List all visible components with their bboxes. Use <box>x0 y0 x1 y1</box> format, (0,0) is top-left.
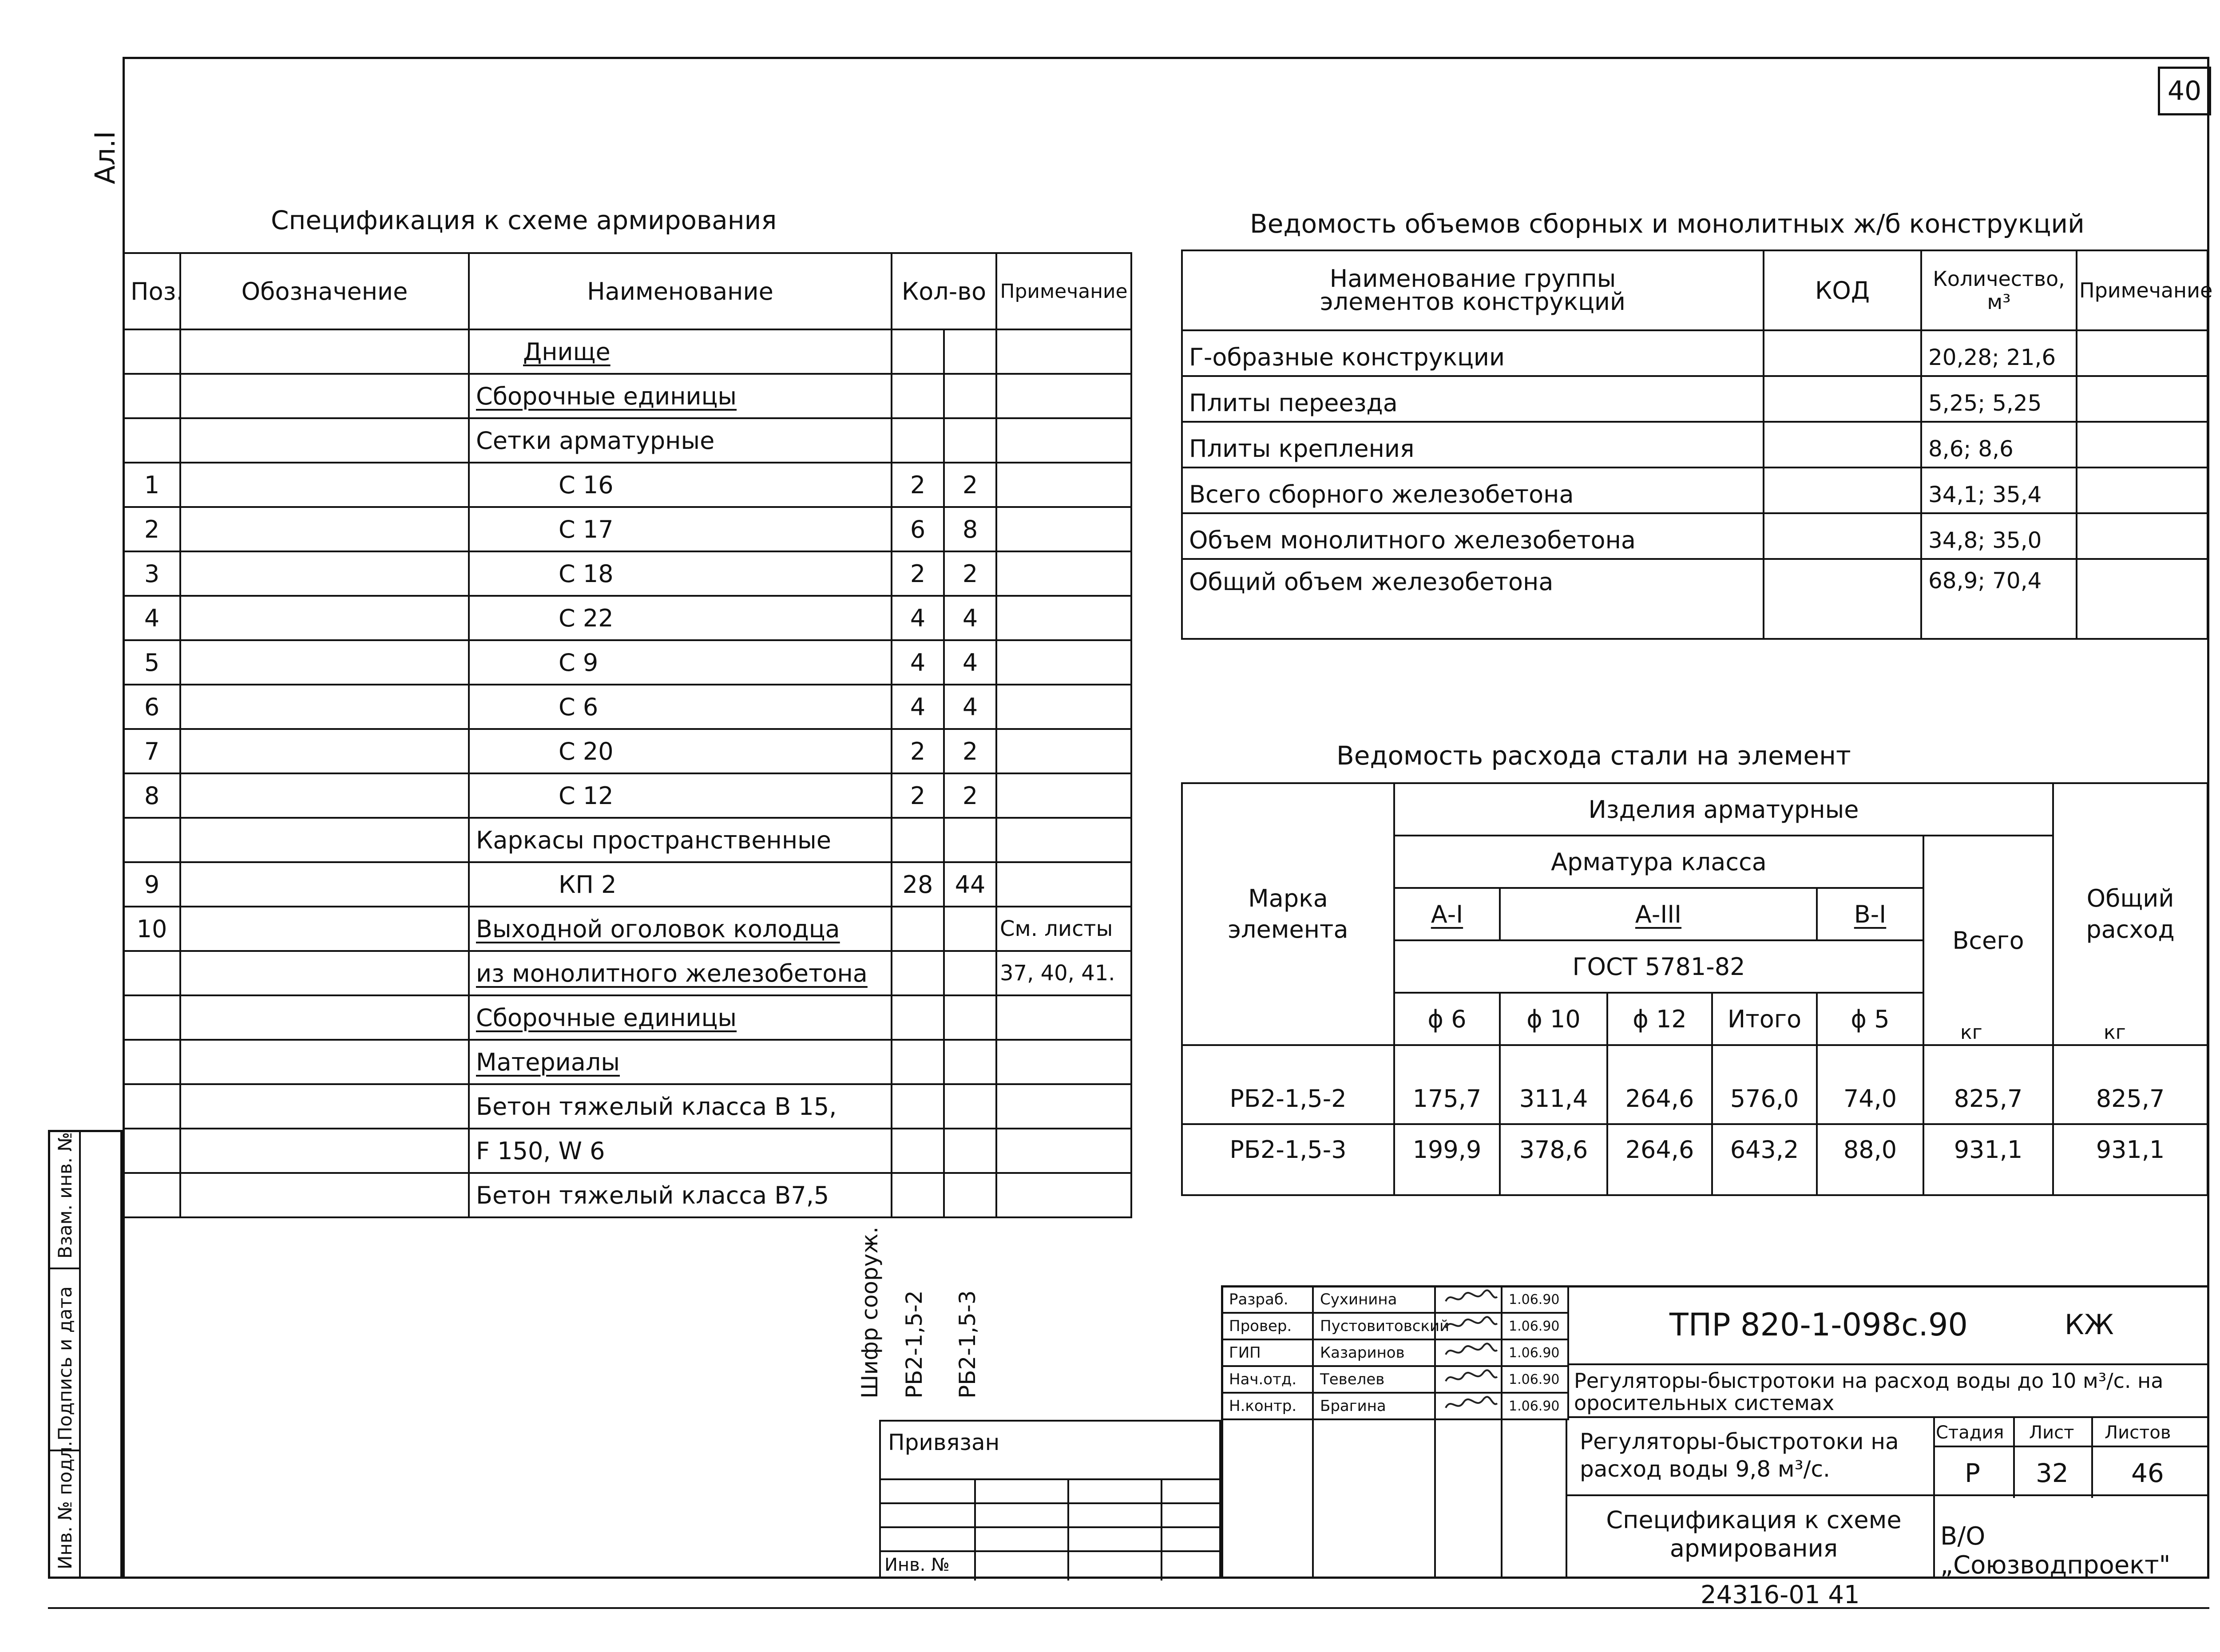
spec-qty-2 <box>944 818 996 862</box>
spec-qty-2: 2 <box>944 729 996 773</box>
spec-name: КП 2 <box>559 870 617 899</box>
sheets-value: 46 <box>2131 1458 2164 1488</box>
spec-name-cell <box>469 463 892 507</box>
volumes-code <box>1764 467 1921 513</box>
spec-row <box>123 818 1131 862</box>
steel-header-overall-label: Общий расход <box>2086 884 2175 943</box>
steel-unit-total: кг <box>1960 1021 1982 1044</box>
spec-name-cell <box>469 418 892 463</box>
steel-header-b1: В-I <box>1817 888 1923 940</box>
volumes-note <box>2077 422 2208 467</box>
corner-label: Ал.I <box>89 131 121 184</box>
spec-designation <box>180 907 469 951</box>
spec-qty-2 <box>944 951 996 995</box>
spec-name-cell <box>469 685 892 729</box>
stamp-date: 1.06.90 <box>1502 1366 1568 1393</box>
spec-name: Днище <box>523 337 610 366</box>
spec-row <box>123 640 1131 685</box>
steel-header-d10: ϕ 10 <box>1500 993 1607 1045</box>
spec-pos <box>123 995 180 1040</box>
spec-name: из монолитного железобетона <box>476 959 868 987</box>
steel-header-gost: ГОСТ 5781-82 <box>1394 940 1923 993</box>
spec-note <box>996 329 1131 374</box>
stamp-name: Брагина <box>1313 1393 1435 1419</box>
spec-note <box>996 729 1131 773</box>
volumes-header-group: Наименование группы элементов конструкций <box>1182 250 1764 330</box>
stamp-name: Пустовитовский <box>1313 1313 1435 1339</box>
volumes-row <box>1182 376 2208 422</box>
spec-name: Сборочные единицы <box>476 1003 737 1032</box>
steel-overall: 931,1 <box>2053 1124 2208 1195</box>
spec-name-cell <box>469 995 892 1040</box>
spec-designation <box>180 1173 469 1217</box>
volumes-name: Всего сборного железобетона <box>1182 467 1764 513</box>
spec-qty-1 <box>892 1040 944 1084</box>
spec-name-cell <box>469 596 892 640</box>
steel-row <box>1182 1124 2208 1195</box>
doc-mark: КЖ <box>2065 1308 2114 1341</box>
spec-name-cell <box>469 551 892 596</box>
spec-header-designation: Обозначение <box>180 253 469 329</box>
stamp-signature <box>1435 1393 1502 1419</box>
steel-title: Ведомость расхода стали на элемент <box>1336 741 1851 771</box>
spec-note: См. листы <box>996 907 1131 951</box>
spec-header-qty: Кол-во <box>892 253 996 329</box>
footer-rule <box>48 1607 2209 1609</box>
spec-name-cell <box>469 374 892 418</box>
cipher-label: Шифр сооруж. <box>857 1226 883 1398</box>
spec-header-pos: Поз. <box>123 253 180 329</box>
spec-name: Бетон тяжелый класса В 15, <box>476 1092 837 1121</box>
spec-designation <box>180 1040 469 1084</box>
project-title: Регуляторы-быстротоки на расход воды до 10 м³/с. на оросительных системах <box>1574 1369 2164 1415</box>
stamp-name: Тевелев <box>1313 1366 1435 1393</box>
steel-mark: РБ2-1,5-2 <box>1182 1045 1394 1124</box>
spec-name: С 9 <box>559 648 599 677</box>
steel-header-a3: А-III <box>1500 888 1817 940</box>
spec-row <box>123 418 1131 463</box>
spec-note <box>996 1084 1131 1129</box>
volumes-code <box>1764 559 1921 639</box>
spec-qty-2: 8 <box>944 507 996 551</box>
volumes-row <box>1182 467 2208 513</box>
sheet-title: Спецификация к схеме армирования <box>1606 1506 1902 1562</box>
volumes-name: Плиты переезда <box>1182 376 1764 422</box>
spec-row <box>123 507 1131 551</box>
spec-qty-1: 4 <box>892 685 944 729</box>
steel-total: 931,1 <box>1923 1124 2053 1195</box>
spec-name: С 6 <box>559 693 599 721</box>
steel-sub: 643,2 <box>1712 1124 1817 1195</box>
spec-name: Материалы <box>476 1048 620 1076</box>
stamp-role: Нач.отд. <box>1222 1366 1313 1393</box>
spec-qty-1: 2 <box>892 463 944 507</box>
spec-name: F 150, W 6 <box>476 1137 605 1165</box>
steel-header-total-sub: Итого <box>1712 993 1817 1045</box>
spec-qty-1 <box>892 374 944 418</box>
spec-qty-1 <box>892 1173 944 1217</box>
volumes-row <box>1182 559 2208 639</box>
spec-note <box>996 374 1131 418</box>
steel-header-a1: А-I <box>1394 888 1500 940</box>
spec-qty-1 <box>892 907 944 951</box>
spec-row <box>123 1040 1131 1084</box>
spec-name: Сетки арматурные <box>476 426 715 455</box>
spec-name: Сборочные единицы <box>476 382 737 410</box>
binding-stamp <box>879 1420 1221 1579</box>
spec-name-cell <box>469 818 892 862</box>
spec-pos: 2 <box>123 507 180 551</box>
steel-row <box>1182 1045 2208 1124</box>
spec-pos <box>123 1040 180 1084</box>
spec-qty-2 <box>944 907 996 951</box>
volumes-qty: 5,25; 5,25 <box>1921 376 2077 422</box>
spec-pos: 5 <box>123 640 180 685</box>
stamp-date: 1.06.90 <box>1502 1313 1568 1339</box>
spec-qty-1 <box>892 951 944 995</box>
spec-qty-2: 4 <box>944 596 996 640</box>
spec-row <box>123 907 1131 951</box>
spec-row <box>123 773 1131 818</box>
volumes-row <box>1182 330 2208 376</box>
stamp-empty-grid <box>1221 1418 1567 1579</box>
binding-label: Привязан <box>888 1430 1000 1455</box>
spec-qty-2 <box>944 418 996 463</box>
spec-pos <box>123 951 180 995</box>
spec-qty-2 <box>944 329 996 374</box>
volumes-qty: 34,1; 35,4 <box>1921 467 2077 513</box>
spec-designation <box>180 551 469 596</box>
spec-name: С 16 <box>559 471 614 499</box>
spec-qty-2: 2 <box>944 463 996 507</box>
spec-designation <box>180 685 469 729</box>
spec-qty-1: 2 <box>892 551 944 596</box>
volumes-table <box>1181 250 2213 640</box>
volumes-header-qty: Количество, м³ <box>1921 250 2077 330</box>
cipher-col-2: РБ2-1,5-3 <box>955 1290 980 1398</box>
spec-table <box>123 252 1132 1218</box>
stage-value: Р <box>1965 1458 1980 1488</box>
stamp-role: Провер. <box>1222 1313 1313 1339</box>
spec-name: С 20 <box>559 737 614 765</box>
spec-note <box>996 1040 1131 1084</box>
page-number-box <box>2158 67 2211 115</box>
spec-note <box>996 818 1131 862</box>
spec-qty-1: 28 <box>892 862 944 907</box>
spec-row <box>123 729 1131 773</box>
spec-pos: 7 <box>123 729 180 773</box>
spec-header-note: Примечание <box>996 253 1131 329</box>
steel-d6: 199,9 <box>1394 1124 1500 1195</box>
spec-note: 37, 40, 41. <box>996 951 1131 995</box>
spec-name-cell <box>469 1084 892 1129</box>
steel-header-mark: Марка элемента <box>1182 783 1394 1045</box>
spec-note <box>996 640 1131 685</box>
spec-note <box>996 418 1131 463</box>
spec-name-cell <box>469 329 892 374</box>
spec-qty-1: 2 <box>892 773 944 818</box>
spec-qty-1: 4 <box>892 640 944 685</box>
volumes-row <box>1182 513 2208 559</box>
stamp-signature <box>1435 1339 1502 1366</box>
steel-header-overall <box>2053 783 2208 1045</box>
spec-row <box>123 551 1131 596</box>
steel-total: 825,7 <box>1923 1045 2053 1124</box>
spec-name-cell <box>469 1173 892 1217</box>
spec-designation <box>180 507 469 551</box>
spec-designation <box>180 640 469 685</box>
volumes-header-code: КОД <box>1764 250 1921 330</box>
spec-designation <box>180 374 469 418</box>
stamp-role: Разраб. <box>1222 1286 1313 1313</box>
spec-header-name: Наименование <box>469 253 892 329</box>
steel-d5: 88,0 <box>1817 1124 1923 1195</box>
spec-row <box>123 862 1131 907</box>
volumes-note <box>2077 376 2208 422</box>
spec-name-cell <box>469 1040 892 1084</box>
volumes-qty: 20,28; 21,6 <box>1921 330 2077 376</box>
spec-designation <box>180 329 469 374</box>
spec-qty-2: 2 <box>944 551 996 596</box>
spec-note <box>996 685 1131 729</box>
cipher-col-1: РБ2-1,5-2 <box>901 1290 927 1398</box>
spec-qty-2: 2 <box>944 773 996 818</box>
spec-qty-1: 4 <box>892 596 944 640</box>
page-number: 40 <box>2167 75 2202 107</box>
sheet-value: 32 <box>2036 1458 2069 1488</box>
spec-name-cell <box>469 729 892 773</box>
steel-mark: РБ2-1,5-3 <box>1182 1124 1394 1195</box>
steel-unit-overall: кг <box>2104 1021 2126 1044</box>
spec-note <box>996 507 1131 551</box>
volumes-name: Общий объем железобетона <box>1182 559 1764 639</box>
steel-sub: 576,0 <box>1712 1045 1817 1124</box>
spec-qty-1 <box>892 995 944 1040</box>
spec-designation <box>180 418 469 463</box>
spec-qty-1: 6 <box>892 507 944 551</box>
spec-qty-1 <box>892 418 944 463</box>
stamp-role: Н.контр. <box>1222 1393 1313 1419</box>
spec-designation <box>180 1084 469 1129</box>
volumes-note <box>2077 467 2208 513</box>
spec-name: Каркасы пространственные <box>476 826 832 854</box>
spec-qty-1 <box>892 818 944 862</box>
steel-header-d6: ϕ 6 <box>1394 993 1500 1045</box>
spec-row <box>123 596 1131 640</box>
steel-d5: 74,0 <box>1817 1045 1923 1124</box>
spec-pos <box>123 1129 180 1173</box>
spec-designation <box>180 463 469 507</box>
spec-name-cell <box>469 907 892 951</box>
spec-pos: 6 <box>123 685 180 729</box>
volumes-header-note: Примечание <box>2077 250 2208 330</box>
volumes-qty: 34,8; 35,0 <box>1921 513 2077 559</box>
stamp-person-row <box>1222 1393 1568 1419</box>
spec-qty-1 <box>892 1084 944 1129</box>
volumes-code <box>1764 376 1921 422</box>
spec-designation <box>180 1129 469 1173</box>
spec-name: Выходной оголовок колодца <box>476 915 840 943</box>
volumes-code <box>1764 422 1921 467</box>
volumes-code <box>1764 330 1921 376</box>
spec-name: С 12 <box>559 781 614 810</box>
stamp-people-table <box>1221 1285 1569 1420</box>
spec-pos: 3 <box>123 551 180 596</box>
side-label-inv-orig: Инв. № подл. <box>54 1441 76 1569</box>
spec-note <box>996 1129 1131 1173</box>
stamp-name: Сухинина <box>1313 1286 1435 1313</box>
spec-pos: 9 <box>123 862 180 907</box>
spec-title: Спецификация к схеме армирования <box>271 205 777 235</box>
volumes-code <box>1764 513 1921 559</box>
sheets-label: Листов <box>2105 1422 2171 1443</box>
spec-designation <box>180 729 469 773</box>
spec-row <box>123 463 1131 507</box>
spec-pos: 4 <box>123 596 180 640</box>
spec-name-cell <box>469 862 892 907</box>
object-title: Регуляторы-быстротоки на расход воды 9,8 м³/с. <box>1580 1429 1899 1482</box>
stamp-date: 1.06.90 <box>1502 1339 1568 1366</box>
spec-note <box>996 1173 1131 1217</box>
spec-row <box>123 995 1131 1040</box>
volumes-row <box>1182 422 2208 467</box>
spec-designation <box>180 596 469 640</box>
volumes-note <box>2077 559 2208 639</box>
spec-note <box>996 463 1131 507</box>
steel-d10: 378,6 <box>1500 1124 1607 1195</box>
stamp-name: Казаринов <box>1313 1339 1435 1366</box>
steel-d12: 264,6 <box>1607 1045 1712 1124</box>
spec-qty-2 <box>944 1084 996 1129</box>
volumes-name: Объем монолитного железобетона <box>1182 513 1764 559</box>
spec-name-cell <box>469 951 892 995</box>
spec-note <box>996 995 1131 1040</box>
doc-code: ТПР 820-1-098с.90 <box>1669 1307 1968 1343</box>
spec-row <box>123 951 1131 995</box>
spec-note <box>996 862 1131 907</box>
steel-header-d12: ϕ 12 <box>1607 993 1712 1045</box>
spec-qty-2: 4 <box>944 685 996 729</box>
stamp-date: 1.06.90 <box>1502 1286 1568 1313</box>
spec-name-cell <box>469 773 892 818</box>
spec-row <box>123 685 1131 729</box>
organization: В/О „Союзводпроект" <box>1940 1522 2171 1580</box>
spec-pos <box>123 818 180 862</box>
spec-row <box>123 329 1131 374</box>
stamp-signature <box>1435 1286 1502 1313</box>
steel-header-products: Изделия арматурные <box>1394 783 2053 836</box>
stamp-person-row <box>1222 1313 1568 1339</box>
binding-inv-label: Инв. № <box>884 1555 950 1575</box>
spec-row <box>123 1129 1131 1173</box>
spec-pos: 8 <box>123 773 180 818</box>
spec-qty-2: 4 <box>944 640 996 685</box>
stamp-person-row <box>1222 1286 1568 1313</box>
spec-qty-2 <box>944 1173 996 1217</box>
spec-name-cell <box>469 640 892 685</box>
spec-designation <box>180 862 469 907</box>
volumes-qty: 68,9; 70,4 <box>1921 559 2077 639</box>
spec-note <box>996 551 1131 596</box>
steel-d12: 264,6 <box>1607 1124 1712 1195</box>
steel-header-rebar-class: Арматура класса <box>1394 836 1923 888</box>
spec-name-cell <box>469 507 892 551</box>
spec-qty-1 <box>892 1129 944 1173</box>
spec-qty-2 <box>944 1040 996 1084</box>
spec-qty-2 <box>944 374 996 418</box>
spec-row <box>123 1084 1131 1129</box>
spec-qty-2 <box>944 995 996 1040</box>
footer-number: 24316-01 41 <box>1701 1581 1860 1609</box>
spec-pos: 10 <box>123 907 180 951</box>
spec-name: С 18 <box>559 559 614 588</box>
spec-designation <box>180 995 469 1040</box>
doc-code-cell <box>1567 1285 2209 1365</box>
spec-row <box>123 1173 1131 1217</box>
spec-pos <box>123 418 180 463</box>
steel-table <box>1181 782 2208 1196</box>
volumes-title: Ведомость объемов сборных и монолитных ж/б конструкций <box>1250 209 2085 239</box>
sheet-label: Лист <box>2029 1422 2074 1443</box>
spec-row <box>123 374 1131 418</box>
spec-qty-2 <box>944 1129 996 1173</box>
stamp-role: ГИП <box>1222 1339 1313 1366</box>
volumes-name: Плиты крепления <box>1182 422 1764 467</box>
steel-header-total <box>1923 836 2053 1045</box>
spec-qty-2: 44 <box>944 862 996 907</box>
spec-name: С 17 <box>559 515 614 543</box>
volumes-note <box>2077 513 2208 559</box>
spec-pos <box>123 374 180 418</box>
spec-name: С 22 <box>559 604 614 632</box>
steel-d10: 311,4 <box>1500 1045 1607 1124</box>
spec-pos <box>123 329 180 374</box>
spec-note <box>996 596 1131 640</box>
sheet-title-cell <box>1567 1496 2209 1579</box>
object-cell <box>1567 1416 2209 1496</box>
spec-designation <box>180 951 469 995</box>
spec-designation <box>180 773 469 818</box>
stamp-person-row <box>1222 1339 1568 1366</box>
spec-qty-1 <box>892 329 944 374</box>
spec-name-cell <box>469 1129 892 1173</box>
steel-header-d5: ϕ 5 <box>1817 993 1923 1045</box>
spec-pos <box>123 1084 180 1129</box>
stamp-signature <box>1435 1366 1502 1393</box>
steel-header-total-label: Всего <box>1952 926 2024 955</box>
volumes-note <box>2077 330 2208 376</box>
spec-designation <box>180 818 469 862</box>
side-label-sign-date: Подпись и дата <box>54 1286 76 1441</box>
spec-pos <box>123 1173 180 1217</box>
volumes-qty: 8,6; 8,6 <box>1921 422 2077 467</box>
stamp-date: 1.06.90 <box>1502 1393 1568 1419</box>
spec-qty-1: 2 <box>892 729 944 773</box>
stamp-person-row <box>1222 1366 1568 1393</box>
spec-pos: 1 <box>123 463 180 507</box>
stage-label: Стадия <box>1936 1422 2004 1443</box>
spec-note <box>996 773 1131 818</box>
spec-name: Бетон тяжелый класса В7,5 <box>476 1181 829 1209</box>
steel-d6: 175,7 <box>1394 1045 1500 1124</box>
volumes-name: Г-образные конструкции <box>1182 330 1764 376</box>
stamp-signature <box>1435 1313 1502 1339</box>
steel-overall: 825,7 <box>2053 1045 2208 1124</box>
side-label-inv-replace: Взам. инв. № <box>54 1132 76 1259</box>
